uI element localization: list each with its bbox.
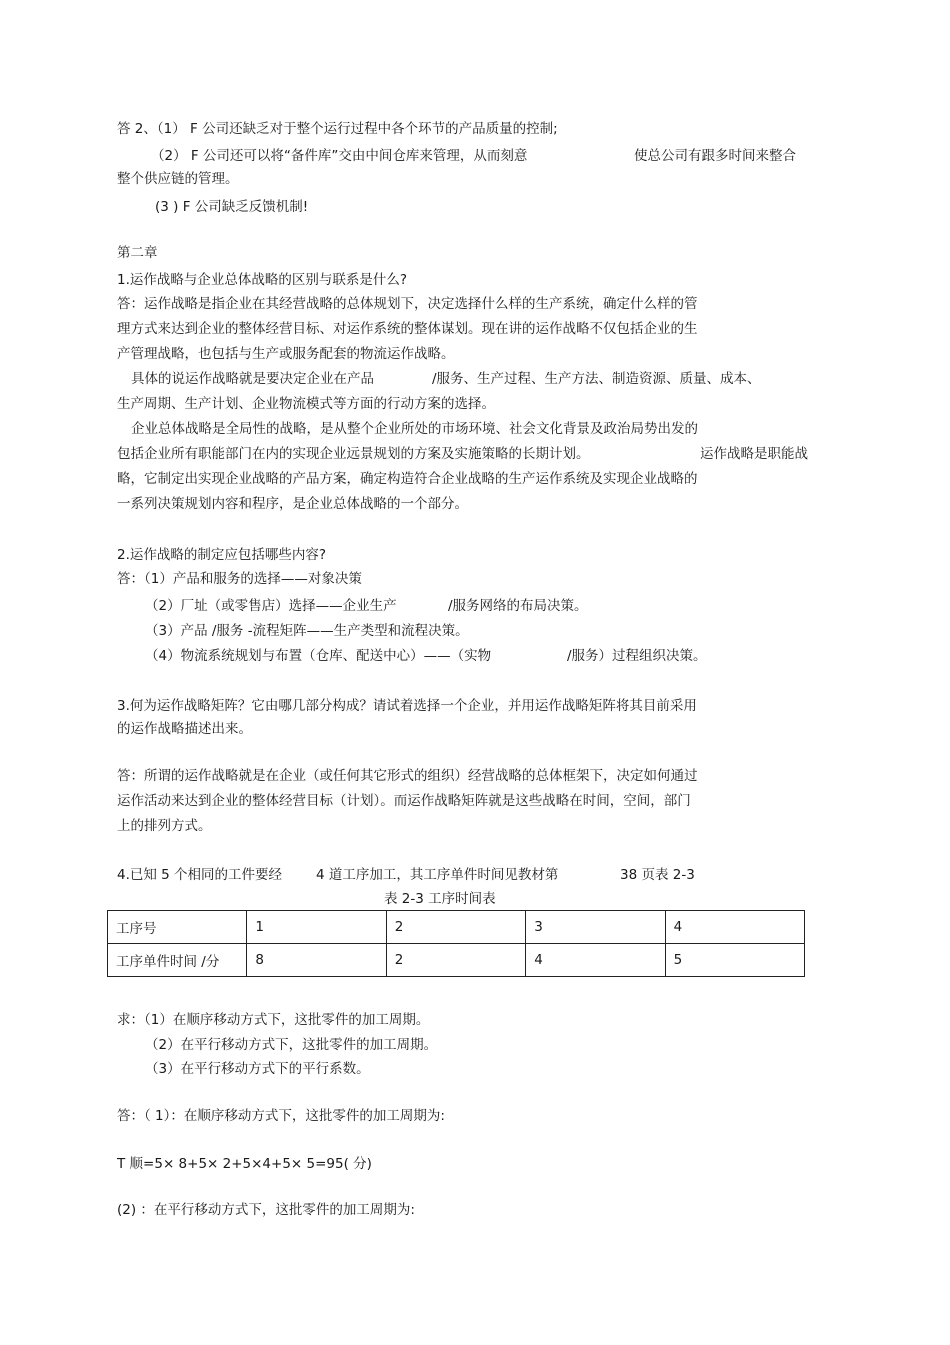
q3-answer-line-3: 上的排列方式。 [117, 818, 212, 834]
table-row-label: 工序单件时间 /分 [108, 944, 247, 977]
q1-line-4a: 具体的说运作战略就是要决定企业在产品 [131, 371, 374, 387]
table-cell: 8 [247, 944, 386, 977]
q1-line-6: 企业总体战略是全局性的战略，是从整个企业所处的市场环境、社会文化背景及政治局势出发的 [131, 421, 698, 437]
q4-formula: T 顺=5× 8+5× 2+5×4+5× 5=95( 分) [117, 1156, 372, 1172]
q1-line-9: 一系列决策规划内容和程序，是企业总体战略的一个部分。 [117, 496, 468, 512]
q1-line-4b: /服务、生产过程、生产方法、制造资源、质量、成本、 [432, 371, 761, 387]
q3-answer-line-1: 答：所谓的运作战略就是在企业（或任何其它形式的组织）经营战略的总体框架下，决定如何通过 [117, 768, 698, 784]
prev-answer-line-2b: 使总公司有跟多时间来整合 [634, 148, 796, 164]
prev-answer-line-2a: （2） F 公司还可以将“备件库”交由中间仓库来管理，从而刻意 [151, 148, 528, 164]
q1-line-7b: 运作战略是职能战 [700, 446, 808, 462]
process-time-table [107, 910, 805, 977]
q2-line-2b: /服务网络的布局决策。 [448, 598, 588, 614]
q4-question-part-a: 4.已知 5 个相同的工件要经 [117, 867, 283, 883]
q4-answer-1: 答：（ 1）：在顺序移动方式下，这批零件的加工周期为: [117, 1108, 445, 1124]
table-cell: 4 [665, 911, 804, 944]
q1-line-1: 答：运作战略是指企业在其经营战略的总体规划下，决定选择什么样的生产系统，确定什么样的管 [117, 296, 698, 312]
table-cell: 2 [386, 944, 525, 977]
table-cell: 1 [247, 911, 386, 944]
table-cell: 5 [665, 944, 804, 977]
q3-question-line-2: 的运作战略描述出来。 [117, 721, 252, 737]
q4-requirement-2: （2）在平行移动方式下，这批零件的加工周期。 [145, 1037, 438, 1053]
q1-line-5: 生产周期、生产计划、企业物流模式等方面的行动方案的选择。 [117, 396, 495, 412]
q1-line-3: 产管理战略，也包括与生产或服务配套的物流运作战略。 [117, 346, 455, 362]
q1-line-2: 理方式来达到企业的整体经营目标、对运作系统的整体谋划。现在讲的运作战略不仅包括企业的生 [117, 321, 698, 337]
table-header-label: 工序号 [108, 911, 247, 944]
table-row [108, 911, 805, 944]
chapter-heading: 第二章 [117, 245, 158, 261]
q4-requirement-3: （3）在平行移动方式下的平行系数。 [145, 1061, 370, 1077]
q3-question-line-1: 3.何为运作战略矩阵？它由哪几部分构成？请试着选择一个企业，并用运作战略矩阵将其目前采用 [117, 698, 697, 714]
q4-answer-2: (2) ：在平行移动方式下，这批零件的加工周期为: [117, 1202, 415, 1218]
q2-line-3: （3）产品 /服务 -流程矩阵——生产类型和流程决策。 [145, 623, 469, 639]
q4-question-part-b: 4 道工序加工，其工序单件时间见教材第 [316, 867, 559, 883]
prev-answer-line-1: 答 2、（1） F 公司还缺乏对于整个运行过程中各个环节的产品质量的控制; [117, 121, 558, 137]
q3-answer-line-2: 运作活动来达到企业的整体经营目标（计划）。而运作战略矩阵就是这些战略在时间，空间，部门 [117, 793, 691, 809]
table-row [108, 944, 805, 977]
q2-line-2a: （2）厂址（或零售店）选择——企业生产 [145, 598, 397, 614]
prev-answer-line-4: (3 ) F 公司缺乏反馈机制! [155, 199, 309, 215]
q2-line-1: 答：（1）产品和服务的选择——对象决策 [117, 571, 362, 587]
table-cell: 2 [386, 911, 525, 944]
table-cell: 4 [526, 944, 665, 977]
q4-requirement-1: 求：（1）在顺序移动方式下，这批零件的加工周期。 [117, 1012, 430, 1028]
q2-line-4b: /服务）过程组织决策。 [567, 648, 707, 664]
q2-line-4a: （4）物流系统规划与布置（仓库、配送中心）——（实物 [145, 648, 492, 664]
q2-question: 2.运作战略的制定应包括哪些内容? [117, 547, 327, 563]
table-cell: 3 [526, 911, 665, 944]
table-caption: 表 2-3 工序时间表 [384, 891, 496, 907]
q1-question: 1.运作战略与企业总体战略的区别与联系是什么? [117, 272, 408, 288]
q4-question-part-c: 38 页表 2-3 [620, 867, 695, 883]
q1-line-8: 略，它制定出实现企业战略的产品方案，确定构造符合企业战略的生产运作系统及实现企业战略的 [117, 471, 698, 487]
q1-line-7a: 包括企业所有职能部门在内的实现企业远景规划的方案及实施策略的长期计划。 [117, 446, 590, 462]
prev-answer-line-3: 整个供应链的管理。 [117, 171, 239, 187]
